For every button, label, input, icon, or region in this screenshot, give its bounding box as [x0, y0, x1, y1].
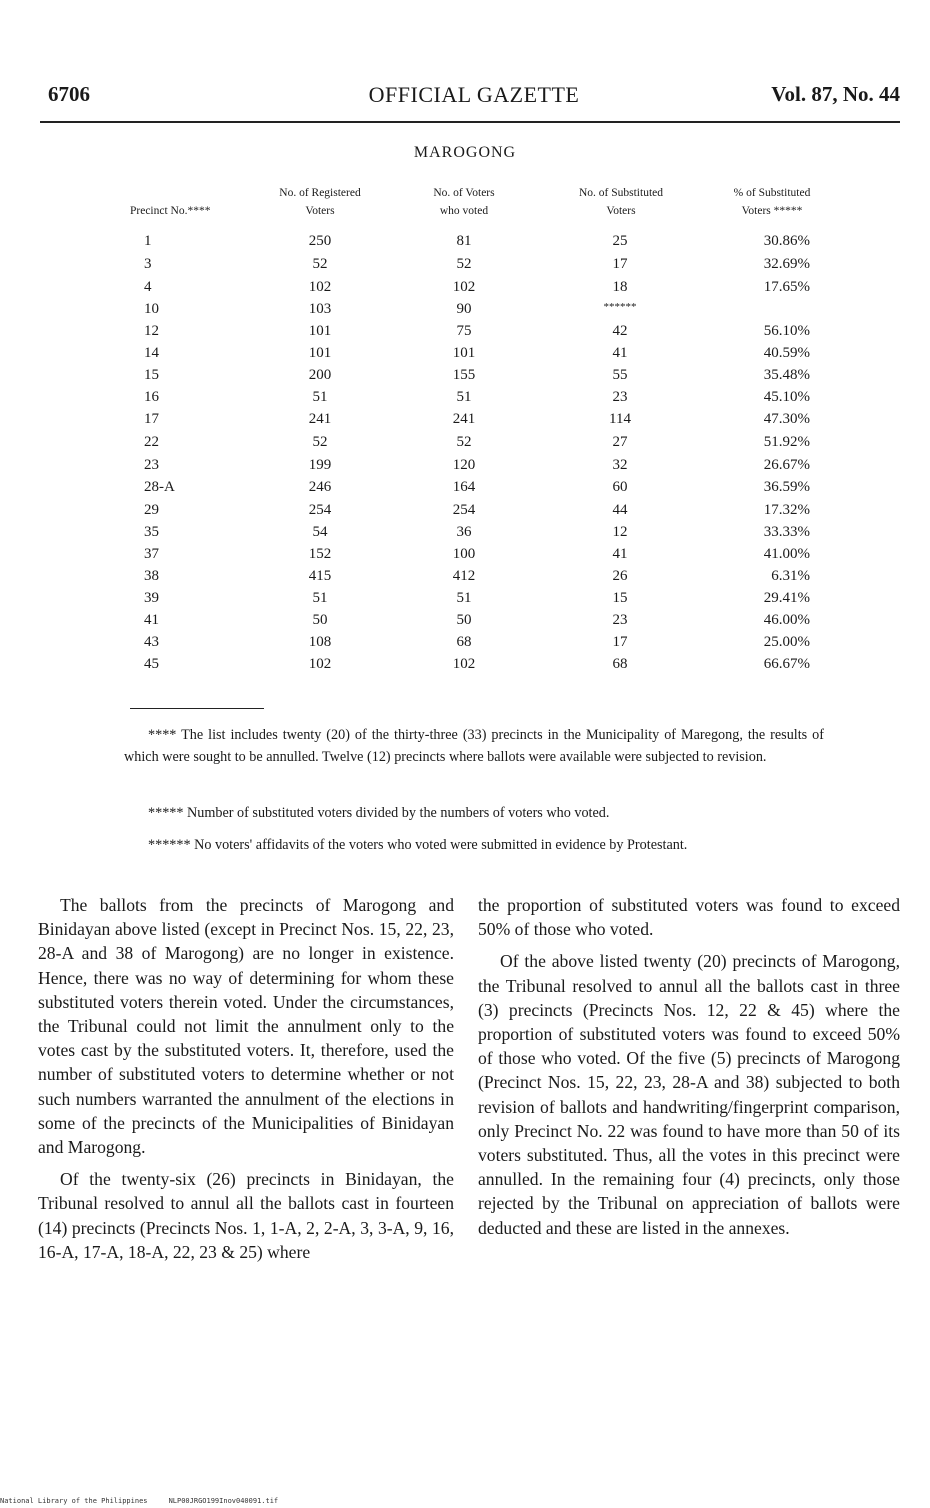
- cell-substituted: 32: [612, 457, 628, 473]
- cell-registered: 102: [308, 279, 332, 295]
- cell-registered: 102: [308, 656, 332, 672]
- table-row: [0, 256, 930, 278]
- cell-percent: 40.59%: [763, 345, 810, 361]
- table-row: [0, 411, 930, 433]
- cell-substituted: 41: [612, 546, 628, 562]
- cell-substituted: 41: [612, 345, 628, 361]
- cell-substituted: 25: [612, 233, 628, 249]
- table-row: [0, 568, 930, 590]
- section-title: MAROGONG: [413, 144, 517, 161]
- col-header-substituted: No. of Substituted Voters: [578, 187, 663, 217]
- cell-precinct: 29: [144, 502, 159, 518]
- cell-precinct: 15: [144, 367, 159, 383]
- footnote-rule: [130, 708, 264, 709]
- cell-precinct: 43: [144, 634, 159, 650]
- table-row: [0, 301, 930, 323]
- cell-percent: 17.65%: [763, 279, 810, 295]
- cell-substituted: 42: [612, 323, 628, 339]
- col-header-precinct: Precinct No.****: [130, 205, 211, 217]
- cell-voted: 50: [456, 612, 472, 628]
- cell-voted: 51: [456, 590, 472, 606]
- cell-voted: 52: [456, 256, 472, 272]
- table-row: [0, 590, 930, 612]
- table-row: [0, 479, 930, 501]
- footnote-no-affidavits: ****** No voters' affidavits of the voters who voted were submitted in evidence by Protestant.: [148, 837, 688, 853]
- cell-registered: 246: [308, 479, 332, 495]
- paragraph-ballots: The ballots from the precincts of Marogong and Binidayan above listed (except in Precinct Nos. 15, 22, 23, 28-A and 38 of Marogong) are no longer in existence. Hence, there was no way of determining for whom these substituted voters therein voted. Under the circumstances, the Tribunal could not limit the annulment only to the votes cast by the substituted voters. It, therefore, used the number of substituted voters to determine whether or not such numbers warranted the annulment of the elections in some of the precincts of the Municipalities of Binidayan and Marogong.: [38, 895, 454, 1158]
- table-row: [0, 634, 930, 656]
- header-rule: [40, 121, 900, 123]
- cell-voted: 90: [456, 301, 472, 317]
- cell-voted: 120: [452, 457, 476, 473]
- publication-title: OFFICIAL GAZETTE: [368, 82, 580, 107]
- cell-percent: 32.69%: [763, 256, 810, 272]
- cell-precinct: 39: [144, 590, 159, 606]
- cell-precinct: 14: [144, 345, 159, 361]
- cell-registered: 200: [308, 367, 332, 383]
- table-row: [0, 656, 930, 678]
- cell-substituted: 55: [612, 367, 628, 383]
- cell-substituted: 60: [612, 479, 628, 495]
- page-header: [48, 82, 900, 112]
- cell-percent: 45.10%: [763, 389, 810, 405]
- table-row: [0, 612, 930, 634]
- cell-voted: 412: [452, 568, 476, 584]
- cell-percent: 51.92%: [763, 434, 810, 450]
- cell-registered: 250: [308, 233, 332, 249]
- cell-voted: 36: [456, 524, 472, 540]
- cell-substituted: 23: [612, 612, 628, 628]
- cell-precinct: 28-A: [144, 479, 175, 495]
- cell-voted: 241: [452, 411, 476, 427]
- cell-percent: 66.67%: [763, 656, 810, 672]
- cell-precinct: 17: [144, 411, 159, 427]
- cell-substituted: 114: [609, 411, 631, 427]
- col-header-percent: % of Substituted Voters *****: [733, 187, 811, 217]
- cell-percent: 56.10%: [763, 323, 810, 339]
- cell-percent: 25.00%: [763, 634, 810, 650]
- cell-precinct: 38: [144, 568, 159, 584]
- cell-precinct: 4: [144, 279, 152, 295]
- paragraph-marogong: Of the above listed twenty (20) precincts of Marogong, the Tribunal resolved to annul all the ballots cast in three (3) precincts (Precincts Nos. 12, 22 & 45) where the proportion of substituted voters was found to exceed 50% of those who voted. Of the five (5) precincts of Marogong (Precinct Nos. 15, 22, 23, 28-A and 38) subjected to both revision of ballots and handwriting/fingerprint comparison, only Precinct No. 22 was found to have more than 50 of its voters substituted. Thus, all the votes in this precinct were annulled. In the remaining four (4) precincts, only those rejected by the Tribunal on appreciation of ballots were deducted and these are listed in the annexes.: [478, 951, 900, 1238]
- cell-registered: 152: [308, 546, 332, 562]
- footnote-list-includes: **** The list includes twenty (20) of the thirty-three (33) precincts in the Municipality of Maregong, the results of which were sought to be annulled. Twelve (12) precincts where ballots were available were subjected to revision.: [124, 727, 824, 765]
- paragraph-continuation: the proportion of substituted voters was found to exceed 50% of those who voted.: [478, 895, 900, 940]
- cell-substituted: 26: [612, 568, 628, 584]
- paragraph-binidayan: Of the twenty-six (26) precincts in Binidayan, the Tribunal resolved to annul all the ballots cast in fourteen (14) precincts (Precincts Nos. 1, 1-A, 2, 2-A, 3, 3-A, 9, 16, 16-A, 17-A, 18-A, 22, 23 & 25) where: [38, 1169, 454, 1262]
- cell-registered: 101: [308, 345, 332, 361]
- cell-precinct: 41: [144, 612, 159, 628]
- cell-precinct: 3: [144, 256, 152, 272]
- cell-precinct: 1: [144, 233, 152, 249]
- table-row: [0, 389, 930, 411]
- cell-voted: 102: [452, 656, 476, 672]
- cell-voted: 164: [452, 479, 476, 495]
- cell-registered: 108: [308, 634, 332, 650]
- cell-precinct: 16: [144, 389, 159, 405]
- cell-substituted: 18: [612, 279, 628, 295]
- col-header-voted: No. of Voters who voted: [433, 187, 495, 217]
- cell-registered: 241: [308, 411, 332, 427]
- cell-substituted: 23: [612, 389, 628, 405]
- cell-substituted: 15: [612, 590, 628, 606]
- table-row: [0, 233, 930, 255]
- cell-substituted: ******: [603, 301, 637, 313]
- volume-number: Vol. 87, No. 44: [771, 82, 900, 106]
- cell-voted: 68: [456, 634, 472, 650]
- cell-substituted: 12: [612, 524, 628, 540]
- cell-voted: 52: [456, 434, 472, 450]
- cell-precinct: 35: [144, 524, 159, 540]
- cell-precinct: 23: [144, 457, 159, 473]
- cell-precinct: 45: [144, 656, 159, 672]
- cell-voted: 75: [456, 323, 472, 339]
- cell-percent: 29.41%: [763, 590, 810, 606]
- cell-voted: 81: [456, 233, 472, 249]
- table-row: [0, 279, 930, 301]
- body-column-right: [478, 893, 900, 1248]
- cell-substituted: 44: [612, 502, 628, 518]
- cell-registered: 50: [312, 612, 328, 628]
- table-row: [0, 524, 930, 546]
- table-row: [0, 345, 930, 367]
- cell-voted: 101: [452, 345, 476, 361]
- cell-registered: 54: [312, 524, 328, 540]
- cell-registered: 415: [308, 568, 332, 584]
- table-row: [0, 434, 930, 456]
- cell-precinct: 12: [144, 323, 159, 339]
- scan-source-footer: National Library of the Philippines NLP00JRGO199Inov040091.tif: [0, 1497, 279, 1505]
- cell-voted: 100: [452, 546, 476, 562]
- cell-precinct: 22: [144, 434, 159, 450]
- table-row: [0, 457, 930, 479]
- cell-percent: 26.67%: [763, 457, 810, 473]
- cell-percent: 17.32%: [763, 502, 810, 518]
- cell-percent: 33.33%: [763, 524, 810, 540]
- cell-percent: 46.00%: [763, 612, 810, 628]
- cell-registered: 103: [308, 301, 332, 317]
- cell-percent: 35.48%: [763, 367, 810, 383]
- cell-precinct: 37: [144, 546, 159, 562]
- cell-percent: 30.86%: [763, 233, 810, 249]
- cell-registered: 51: [312, 590, 328, 606]
- table-row: [0, 367, 930, 389]
- cell-registered: 52: [312, 256, 328, 272]
- cell-voted: 155: [452, 367, 476, 383]
- page-number: 6706: [48, 82, 90, 106]
- cell-substituted: 17: [612, 634, 628, 650]
- cell-percent: 41.00%: [763, 546, 810, 562]
- cell-registered: 51: [312, 389, 328, 405]
- cell-percent: 47.30%: [763, 411, 810, 427]
- cell-percent: 36.59%: [763, 479, 810, 495]
- cell-voted: 254: [452, 502, 476, 518]
- body-column-left: [38, 893, 454, 1272]
- col-header-registered: No. of Registered Voters: [279, 187, 361, 217]
- cell-voted: 102: [452, 279, 476, 295]
- cell-registered: 101: [308, 323, 332, 339]
- cell-substituted: 27: [612, 434, 628, 450]
- cell-substituted: 17: [612, 256, 628, 272]
- cell-percent: 6.31%: [771, 568, 810, 584]
- footnote-substituted-ratio: ***** Number of substituted voters divided by the numbers of voters who voted.: [148, 805, 610, 821]
- cell-substituted: 68: [612, 656, 628, 672]
- cell-registered: 52: [312, 434, 328, 450]
- cell-voted: 51: [456, 389, 472, 405]
- cell-precinct: 10: [144, 301, 159, 317]
- table-row: [0, 323, 930, 345]
- table-row: [0, 502, 930, 524]
- cell-registered: 254: [308, 502, 332, 518]
- table-row: [0, 546, 930, 568]
- cell-registered: 199: [308, 457, 332, 473]
